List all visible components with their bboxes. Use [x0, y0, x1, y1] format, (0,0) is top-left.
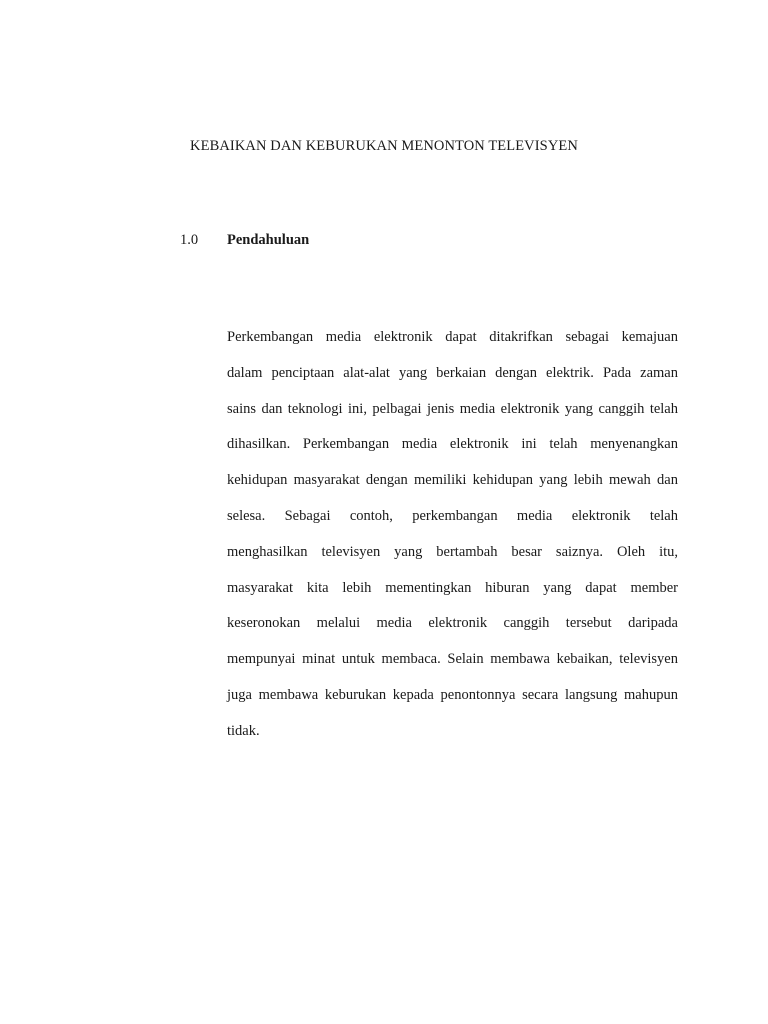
paragraph-line: menghasilkan televisyen yang bertambah besar saiznya. Oleh itu,	[227, 543, 678, 560]
paragraph-line: mempunyai minat untuk membaca. Selain membawa kebaikan, televisyen	[227, 651, 678, 668]
document-title: KEBAIKAN DAN KEBURUKAN MENONTON TELEVISYEN	[190, 138, 578, 154]
paragraph-line: juga membawa keburukan kepada penontonnya secara langsung mahupun	[227, 686, 678, 703]
paragraph-line: kehidupan masyarakat dengan memiliki kehidupan yang lebih mewah dan	[227, 472, 678, 489]
paragraph-line: masyarakat kita lebih mementingkan hiburan yang dapat member	[227, 579, 678, 596]
section-heading: Pendahuluan	[227, 232, 310, 248]
body-paragraph	[227, 327, 678, 757]
paragraph-line: dalam penciptaan alat-alat yang berkaian dengan elektrik. Pada zaman	[227, 364, 678, 381]
paragraph-line: Perkembangan media elektronik dapat ditakrifkan sebagai kemajuan	[227, 329, 678, 345]
section-number: 1.0	[180, 232, 199, 248]
paragraph-line: keseronokan melalui media elektronik canggih tersebut daripada	[227, 615, 678, 632]
paragraph-line: selesa. Sebagai contoh, perkembangan media elektronik telah	[227, 507, 678, 524]
paragraph-line: sains dan teknologi ini, pelbagai jenis media elektronik yang canggih telah	[227, 400, 678, 417]
paragraph-line: tidak.	[227, 722, 260, 739]
paragraph-line: dihasilkan. Perkembangan media elektronik ini telah menyenangkan	[227, 436, 678, 453]
